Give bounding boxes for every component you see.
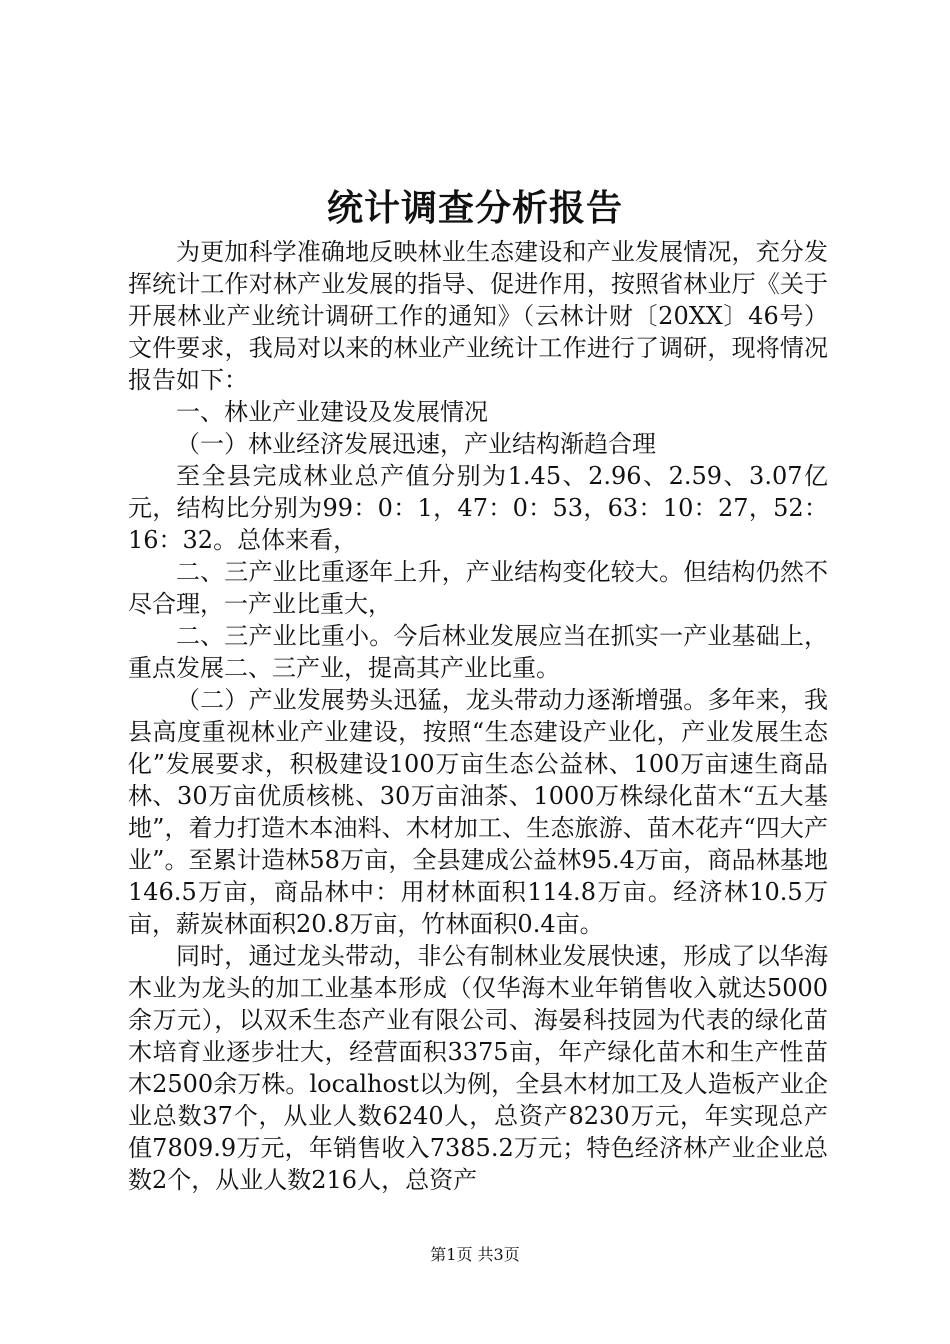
page-number-footer: 第1页 共3页 [430, 1245, 520, 1264]
paragraph-intro: 为更加科学准确地反映林业生态建设和产业发展情况，充分发挥统计工作对林产业发展的指导、促进作用，按照省林业厅《关于开展林业产业统计调研工作的通知》（云林计财〔20XX〕46号）文件要求，我局对以来的林业产业统计工作进行了调研，现将情况报告如下： [128, 238, 828, 394]
paragraph-industry-momentum: （二）产业发展势头迅猛，龙头带动力逐渐增强。多年来，我县高度重视林业产业建设，按照“生态建设产业化，产业发展生态化”发展要求，积极建设100万亩生态公益林、100万亩速生商品林、30万亩优质核桃、30万亩油茶、1000万株绿化苗木“五大基地”，着力打造木本油料、木材加工、生态旅游、苗木花卉“四大产业”。至累计造林58万亩，全县建成公益林95.4万亩，商品林基地146.5万亩，商品林中：用材林面积114.8万亩。经济林10.5万亩，薪炭林面积20.8万亩，竹林面积0.4亩。 [128, 686, 828, 938]
paragraph-output-value: 至全县完成林业总产值分别为1.45、2.96、2.59、3.07亿元，结构比分别为99：0：1，47：0：53，63：10：27，52：16：32。总体来看， [128, 462, 828, 554]
paragraph-future-development: 二、三产业比重小。今后林业发展应当在抓实一产业基础上，重点发展二、三产业，提高其产业比重。 [128, 622, 828, 682]
section-heading-1: 一、林业产业建设及发展情况 [176, 398, 488, 426]
paragraph-structure-change: 二、三产业比重逐年上升，产业结构变化较大。但结构仍然不尽合理，一产业比重大， [128, 558, 828, 618]
paragraph-leading-enterprises: 同时，通过龙头带动，非公有制林业发展快速，形成了以华海木业为龙头的加工业基本形成（仅华海木业年销售收入就达5000余万元），以双禾生态产业有限公司、海晏科技园为代表的绿化苗木培育业逐步壮大，经营面积3375亩，年产绿化苗木和生产性苗木2500余万株。localhost以为例，全县木材加工及人造板产业企业总数37个，从业人数6240人，总资产8230万元，年实现总产值7809.9万元，年销售收入7385.2万元；特色经济林产业企业总数2个，从业人数216人，总资产 [128, 942, 828, 1194]
document-body [128, 236, 828, 1196]
document-title: 统计调查分析报告 [326, 187, 623, 229]
subsection-heading-1: （一）林业经济发展迅速，产业结构渐趋合理 [176, 430, 656, 458]
